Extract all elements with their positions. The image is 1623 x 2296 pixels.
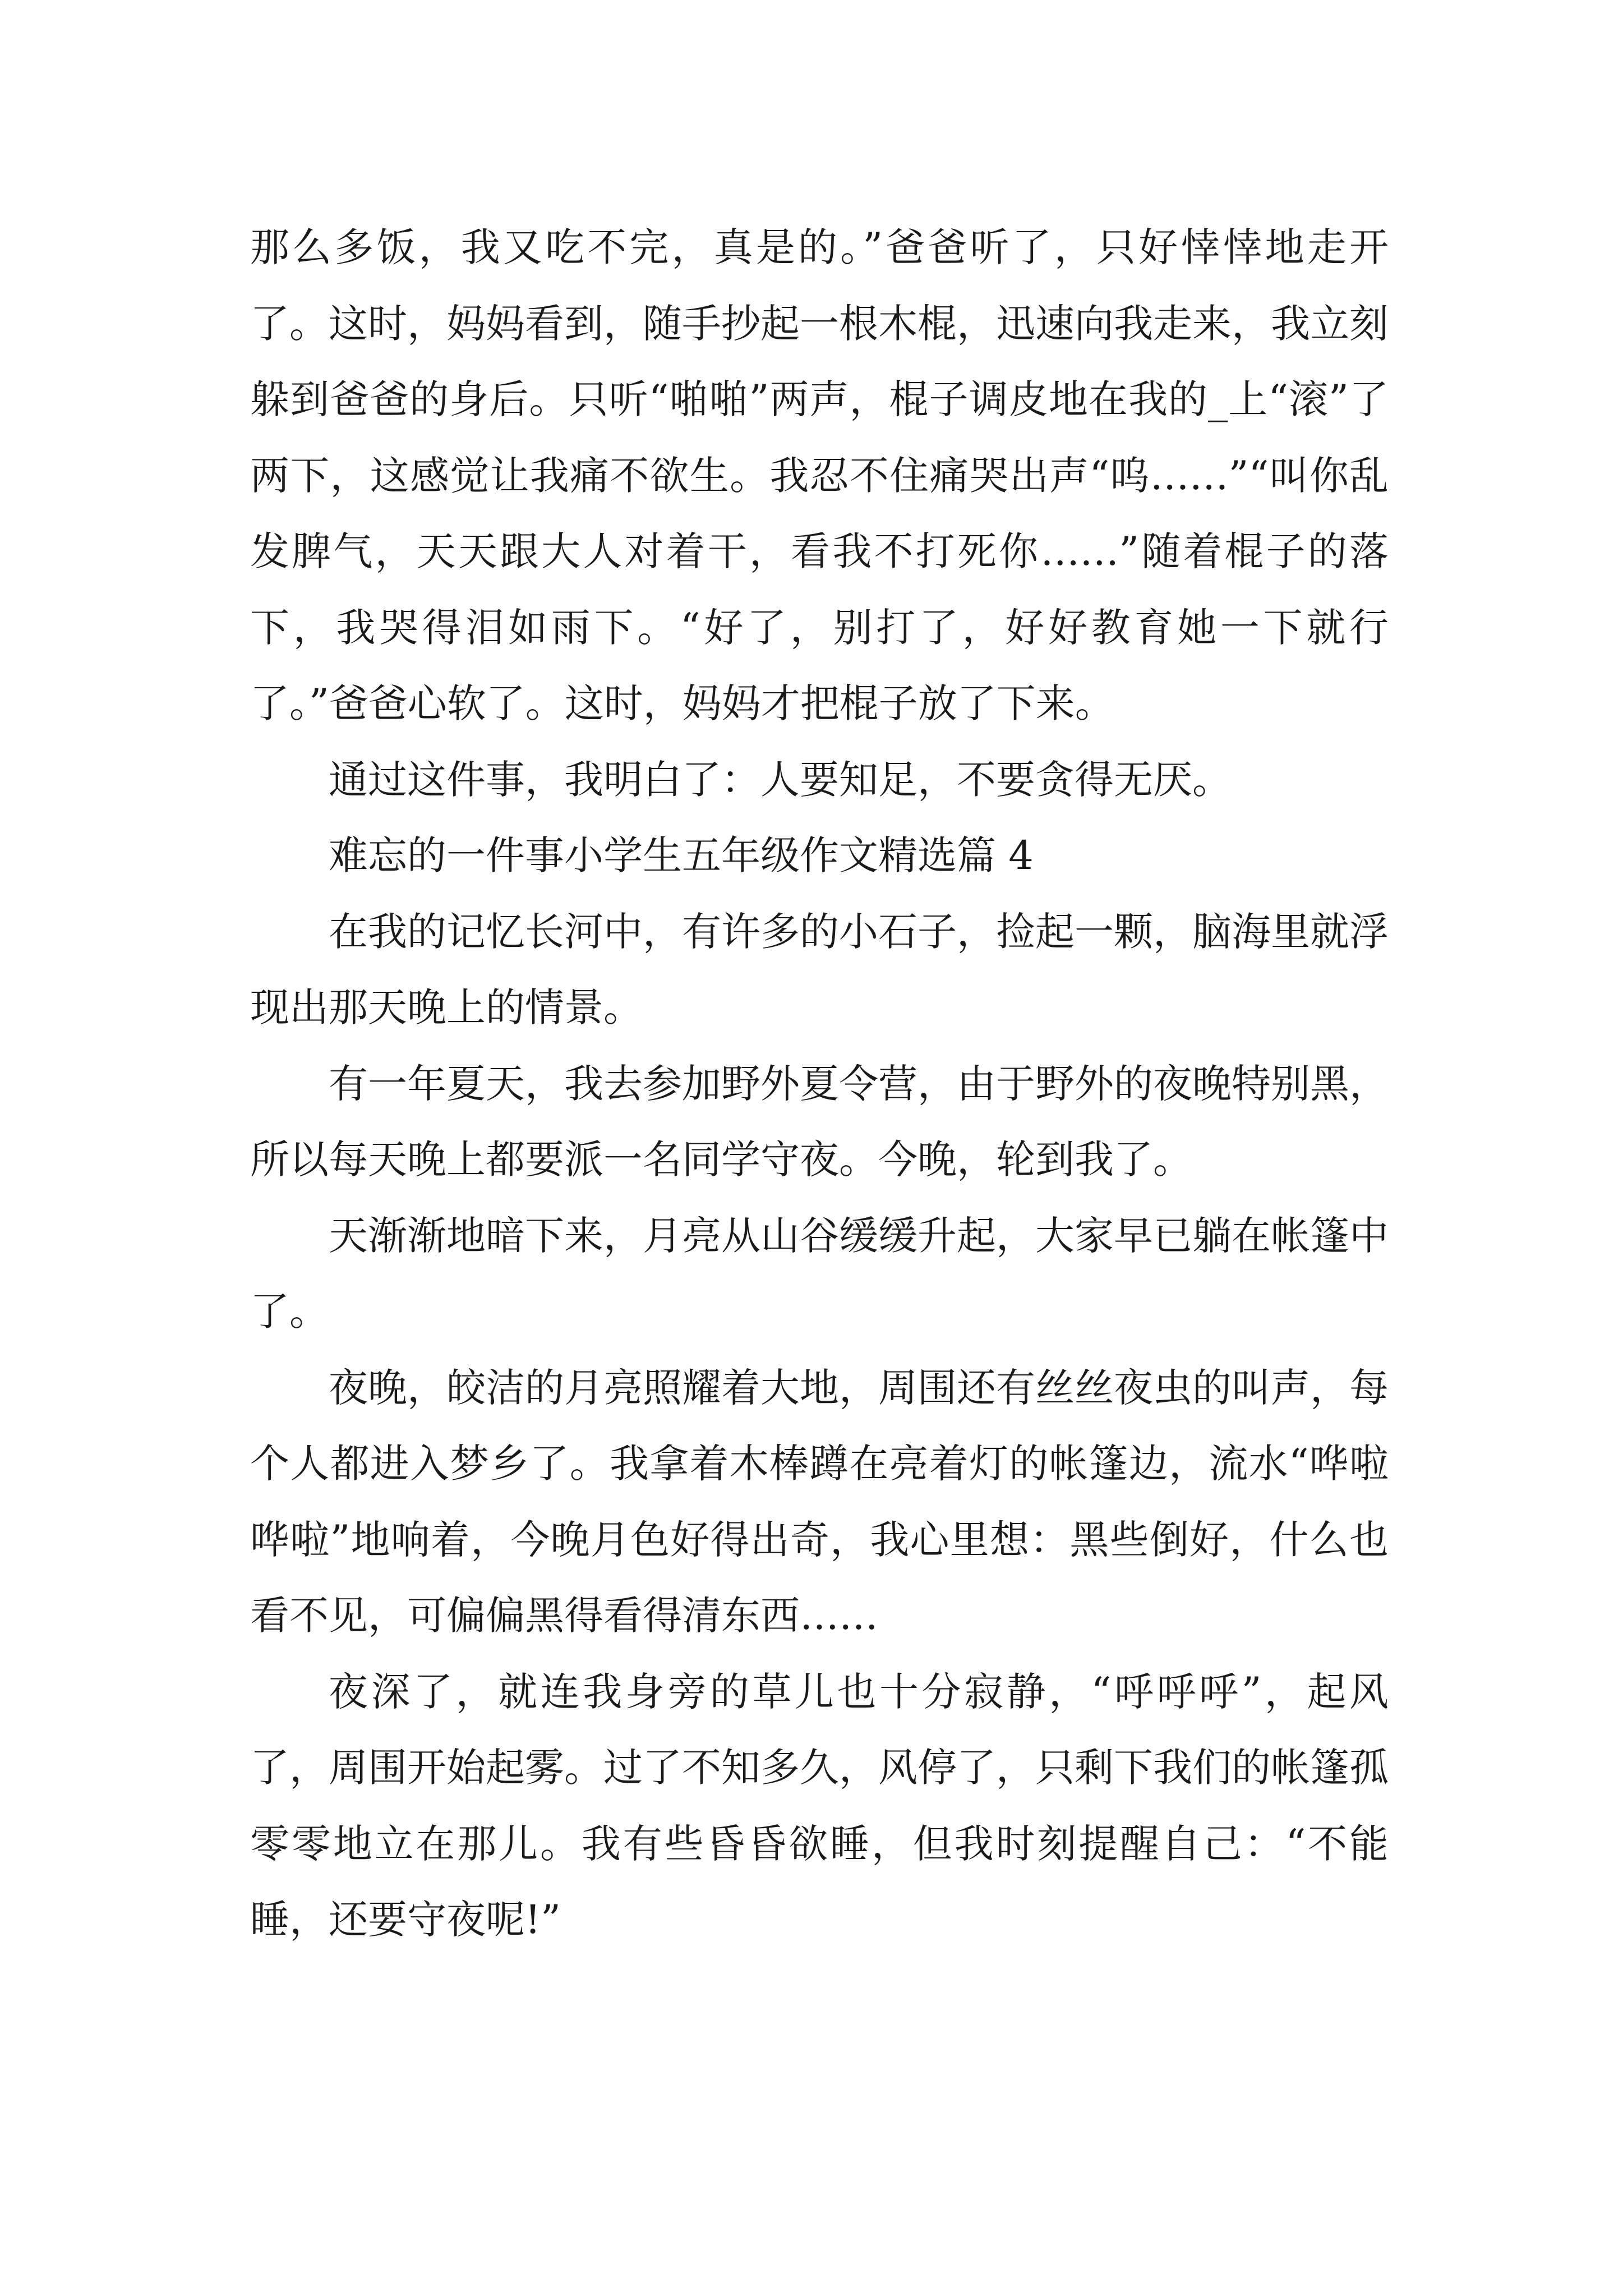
paragraph: 夜晚，皎洁的月亮照耀着大地，周围还有丝丝夜虫的叫声，每个人都进入梦乡了。我拿着木棒蹲在亮着灯的帐篷边，流水“哗啦哗啦”地响着，今晚月色好得出奇，我心里想：黑些倒好，什么也看不见，可偏偏黑得看得清东西……	[250, 1364, 1389, 1639]
paragraph-continuation: 那么多饭，我又吃不完，真是的。”爸爸听了，只好悻悻地走开了。这时，妈妈看到，随手抄起一根木棍，迅速向我走来，我立刻躲到爸爸的身后。只听“啪啪”两声，棍子调皮地在我的_上“滚”了两下，这感觉让我痛不欲生。我忍不住痛哭出声“呜……”“叫你乱发脾气，天天跟大人对着干，看我不打死你……”随着棍子的落下，我哭得泪如雨下。“好了，别打了，好好教育她一下就行了。”爸爸心软了。这时，妈妈才把棍子放了下来。	[250, 224, 1389, 726]
paragraph: 天渐渐地暗下来，月亮从山谷缓缓升起，大家早已躺在帐篷中了。	[250, 1212, 1389, 1335]
paragraph-conclusion: 通过这件事，我明白了：人要知足，不要贪得无厌。	[329, 756, 1232, 803]
paragraph: 有一年夏天，我去参加野外夏令营，由于野外的夜晚特别黑，所以每天晚上都要派一名同学守夜。今晚，轮到我了。	[250, 1060, 1389, 1182]
section-heading: 难忘的一件事小学生五年级作文精选篇 4	[329, 832, 1034, 878]
document-body	[250, 210, 1389, 1958]
paragraph: 夜深了，就连我身旁的草儿也十分寂静，“呼呼呼”，起风了，周围开始起雾。过了不知多久，风停了，只剩下我们的帐篷孤零零地立在那儿。我有些昏昏欲睡，但我时刻提醒自己：“不能睡，还要守夜呢!”	[250, 1668, 1389, 1943]
paragraph: 在我的记忆长河中，有许多的小石子，捡起一颗，脑海里就浮现出那天晚上的情景。	[250, 908, 1389, 1030]
